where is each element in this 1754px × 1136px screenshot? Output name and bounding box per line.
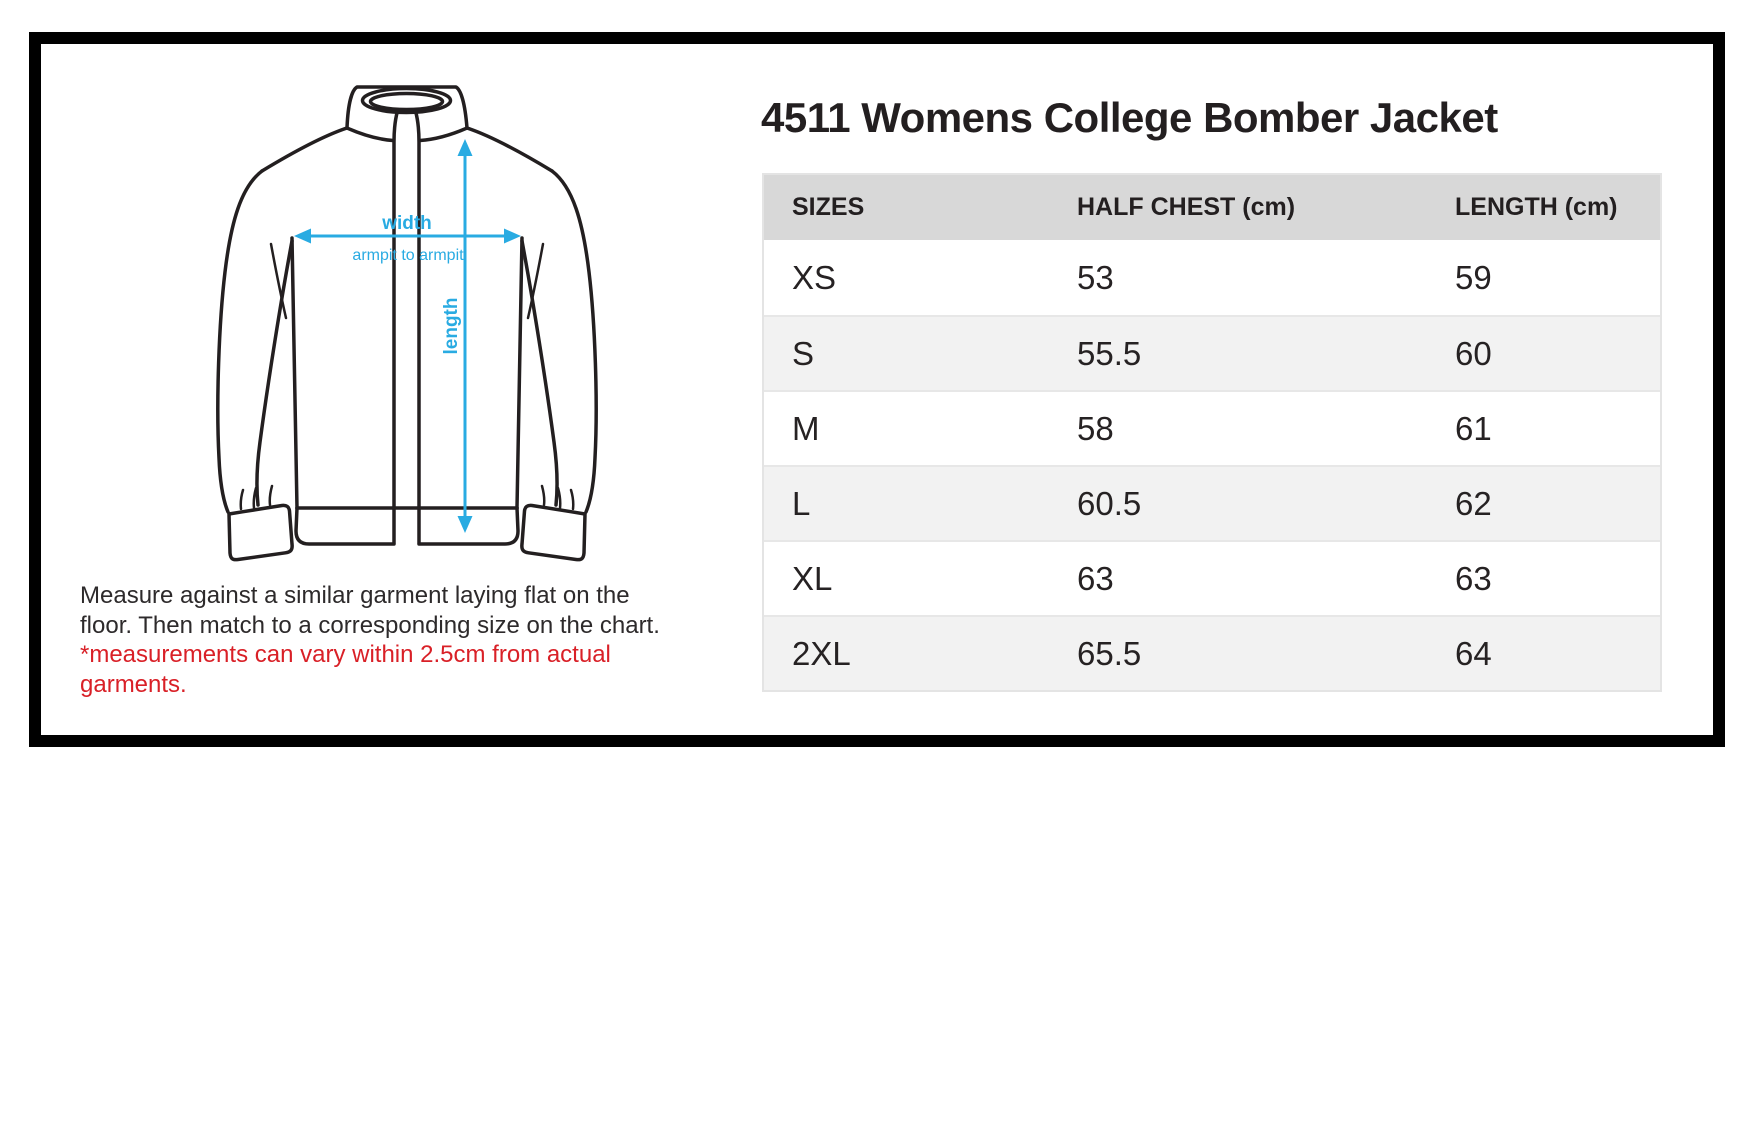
measurement-note bbox=[80, 581, 660, 699]
width-sublabel: armpit to armpit bbox=[352, 247, 464, 264]
size-chart-body bbox=[764, 240, 1660, 690]
cell-half_chest: 55.5 bbox=[1077, 334, 1142, 372]
cell-size: 2XL bbox=[792, 634, 851, 672]
cell-length: 60 bbox=[1455, 334, 1492, 372]
width-label: width bbox=[382, 213, 432, 234]
cell-half_chest: 58 bbox=[1077, 409, 1114, 447]
cell-size: XS bbox=[792, 258, 837, 296]
cell-size: XL bbox=[792, 559, 833, 597]
cell-length: 64 bbox=[1455, 634, 1492, 672]
size-row-xs bbox=[764, 240, 1660, 315]
cell-half_chest: 63 bbox=[1077, 559, 1114, 597]
note-line-2: floor. Then match to a corresponding size on the chart. bbox=[80, 611, 660, 639]
cell-size: S bbox=[792, 334, 815, 372]
cell-length: 61 bbox=[1455, 409, 1492, 447]
header-sizes: SIZES bbox=[792, 193, 865, 221]
cell-size: L bbox=[792, 484, 811, 522]
length-label: length bbox=[441, 297, 462, 355]
note-line-1: Measure against a similar garment laying flat on the bbox=[80, 582, 630, 609]
header-length: LENGTH (cm) bbox=[1455, 193, 1618, 221]
product-title: 4511 Womens College Bomber Jacket bbox=[761, 94, 1498, 141]
size-row-2xl bbox=[764, 615, 1660, 690]
size-row-m bbox=[764, 390, 1660, 465]
size-row-xl bbox=[764, 540, 1660, 615]
cell-size: M bbox=[792, 409, 820, 447]
cell-length: 62 bbox=[1455, 484, 1492, 522]
cell-length: 63 bbox=[1455, 559, 1492, 597]
note-warning-line-2: garments. bbox=[80, 670, 187, 698]
size-chart-table bbox=[762, 173, 1662, 692]
header-half-chest: HALF CHEST (cm) bbox=[1077, 193, 1296, 221]
size-row-l bbox=[764, 465, 1660, 540]
note-warning-line-1: *measurements can vary within 2.5cm from actual bbox=[80, 641, 611, 668]
size-chart-header-row bbox=[764, 175, 1660, 240]
cell-length: 59 bbox=[1455, 258, 1492, 296]
cell-half_chest: 53 bbox=[1077, 258, 1114, 296]
cell-half_chest: 60.5 bbox=[1077, 484, 1142, 522]
cell-half_chest: 65.5 bbox=[1077, 634, 1142, 672]
size-row-s bbox=[764, 315, 1660, 390]
